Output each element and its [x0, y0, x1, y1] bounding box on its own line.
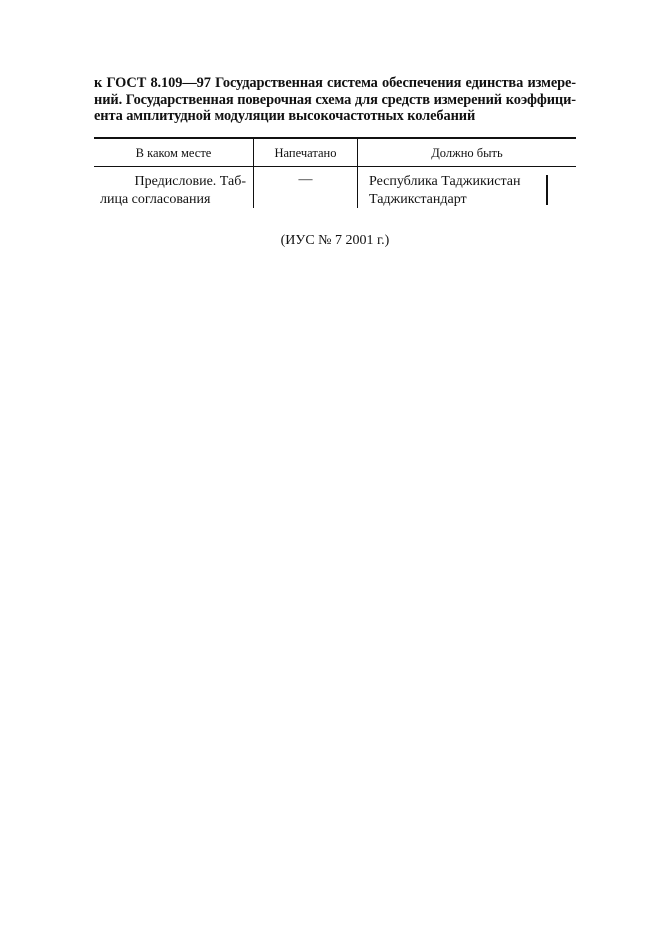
heading-line: ента амплитудной модуляции высокочастотных колебаний: [94, 108, 476, 124]
column-header-where: В каком месте: [135, 146, 212, 160]
table-top-rule: [94, 137, 576, 139]
heading-line: к ГОСТ 8.109—97 Государственная система обеспечения единства измере-: [94, 75, 576, 91]
table-cell-printed: —: [298, 172, 313, 187]
change-bar: [546, 175, 548, 205]
amendment-heading: [94, 75, 576, 125]
heading-line: ний. Государственная поверочная схема для средств измерений коэффици-: [94, 91, 576, 108]
cell-line: лица согласования: [100, 192, 211, 207]
table-header-rule: [94, 166, 576, 167]
cell-line: Таджикстандарт: [369, 192, 467, 207]
column-header-printed: Напечатано: [274, 146, 337, 160]
column-header-should-be: Должно быть: [431, 146, 503, 160]
cell-line: Предисловие. Таб-: [134, 174, 246, 189]
source-note: (ИУС № 7 2001 г.): [280, 233, 390, 248]
table-cell-where: [100, 173, 246, 209]
table-cell-should-be: [369, 173, 545, 209]
cell-line: Республика Таджикистан: [369, 174, 521, 189]
